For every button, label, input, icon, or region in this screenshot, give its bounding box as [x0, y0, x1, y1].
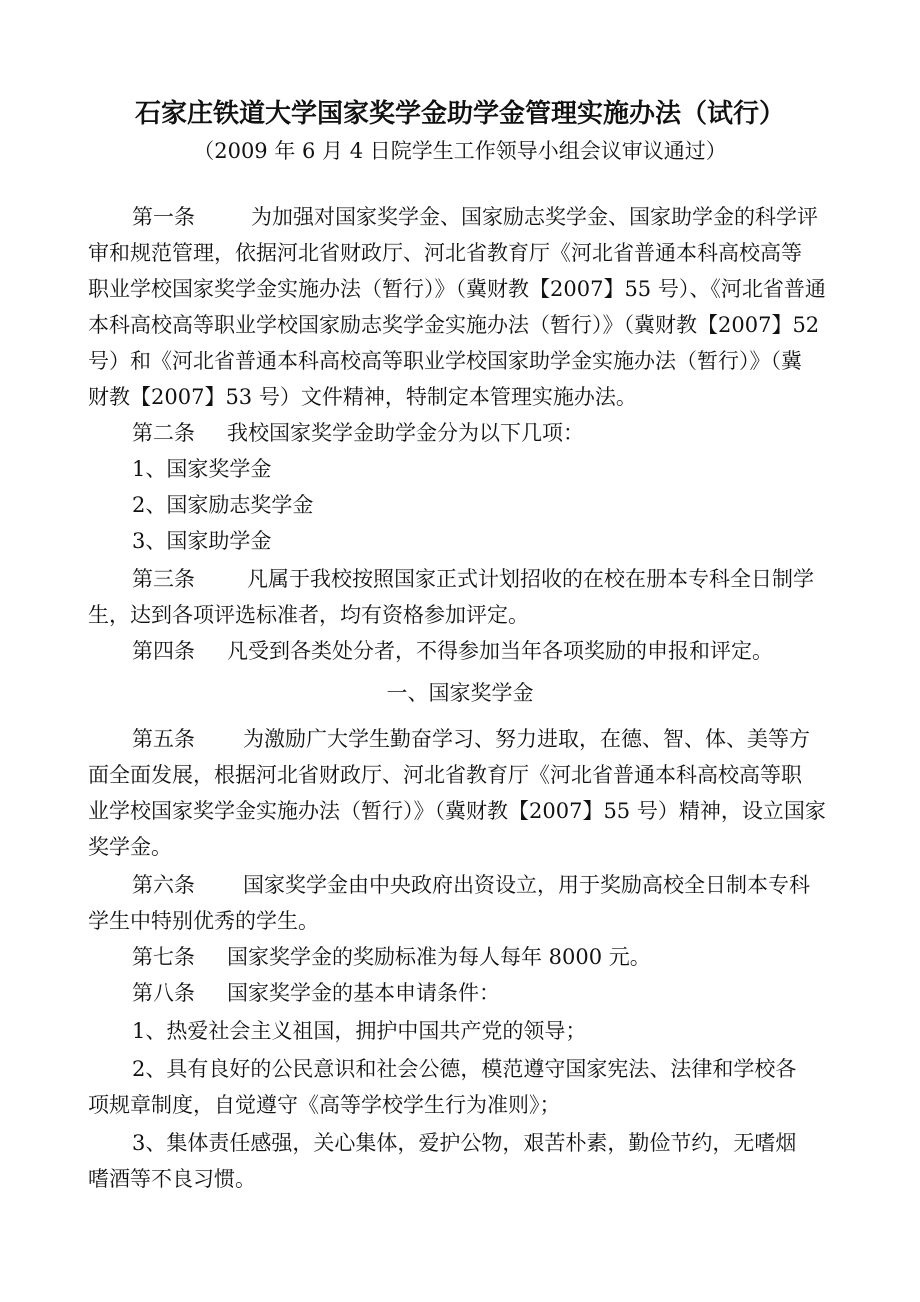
- article-2-line-1: [132, 418, 584, 448]
- section-heading: 一、国家奖学金: [386, 681, 534, 705]
- article-label: 第六条: [132, 873, 195, 897]
- article-4-line-1: [132, 636, 773, 666]
- article-label: 第五条: [132, 727, 195, 751]
- article-3-line-1: [132, 564, 814, 594]
- article-text: 我校国家奖学金助学金分为以下几项：: [227, 421, 584, 445]
- list-item-1: 1、国家奖学金: [132, 457, 272, 481]
- article-1-line-2: 审和规范管理，依据河北省财政厅、河北省教育厅《河北省普通本科高校高等: [88, 241, 802, 265]
- article-text: 为激励广大学生勤奋学习、努力进取，在德、智、体、美等方: [243, 727, 810, 751]
- article-1-line-4: 本科高校高等职业学校国家励志奖学金实施办法（暂行）》（冀财教【2007】52: [88, 313, 820, 337]
- article-text: 为加强对国家奖学金、国家励志奖学金、国家助学金的科学评: [251, 205, 818, 229]
- article-7-line-1: [132, 942, 651, 972]
- article-label: 第八条: [132, 981, 195, 1005]
- article-6-line-1: [132, 870, 810, 900]
- article-1-line-3: 职业学校国家奖学金实施办法（暂行）》（冀财教【2007】55 号）、《河北省普通: [88, 277, 826, 301]
- article-5-line-1: [132, 724, 810, 754]
- article-label: 第三条: [132, 567, 195, 591]
- article-text: 凡受到各类处分者，不得参加当年各项奖励的申报和评定。: [227, 639, 773, 663]
- article-1-line-6: 财教【2007】53 号）文件精神，特制定本管理实施办法。: [88, 385, 637, 409]
- list-item-2: 2、国家励志奖学金: [132, 493, 314, 517]
- article-label: 第七条: [132, 945, 195, 969]
- article-text: 国家奖学金的奖励标准为每人每年 8000 元。: [227, 945, 651, 969]
- article-text: 国家奖学金由中央政府出资设立，用于奖励高校全日制本专科: [243, 873, 810, 897]
- article-text: 国家奖学金的基本申请条件：: [227, 981, 500, 1005]
- document-title: 石家庄铁道大学国家奖学金助学金管理实施办法（试行）: [134, 99, 785, 129]
- article-3-line-2: 生，达到各项评选标准者，均有资格参加评定。: [88, 603, 529, 627]
- condition-1: 1、热爱社会主义祖国，拥护中国共产党的领导；: [132, 1019, 587, 1043]
- condition-2-line-1: 2、具有良好的公民意识和社会公德，模范遵守国家宪法、法律和学校各: [132, 1057, 797, 1081]
- article-1-line-1: [132, 202, 818, 232]
- article-5-line-2: 面全面发展，根据河北省财政厅、河北省教育厅《河北省普通本科高校高等职: [88, 763, 802, 787]
- article-5-line-3: 业学校国家奖学金实施办法（暂行）》（冀财教【2007】55 号）精神，设立国家: [88, 799, 826, 823]
- article-8-line-1: [132, 978, 500, 1008]
- article-5-line-4: 奖学金。: [88, 835, 172, 859]
- condition-3-line-2: 嗜酒等不良习惯。: [88, 1167, 256, 1191]
- article-text: 凡属于我校按照国家正式计划招收的在校在册本专科全日制学: [247, 567, 814, 591]
- article-6-line-2: 学生中特别优秀的学生。: [88, 909, 319, 933]
- article-label: 第二条: [132, 421, 195, 445]
- list-item-3: 3、国家助学金: [132, 529, 272, 553]
- article-1-line-5: 号）和《河北省普通本科高校高等职业学校国家助学金实施办法（暂行）》（冀: [88, 349, 802, 373]
- condition-2-line-2: 项规章制度，自觉遵守《高等学校学生行为准则》；: [88, 1093, 561, 1117]
- condition-3-line-1: 3、集体责任感强，关心集体，爱护公物，艰苦朴素，勤俭节约，无嗜烟: [132, 1131, 797, 1155]
- article-label: 第四条: [132, 639, 195, 663]
- document-subtitle: （2009 年 6 月 4 日院学生工作领导小组会议审议通过）: [193, 139, 727, 163]
- article-label: 第一条: [132, 205, 195, 229]
